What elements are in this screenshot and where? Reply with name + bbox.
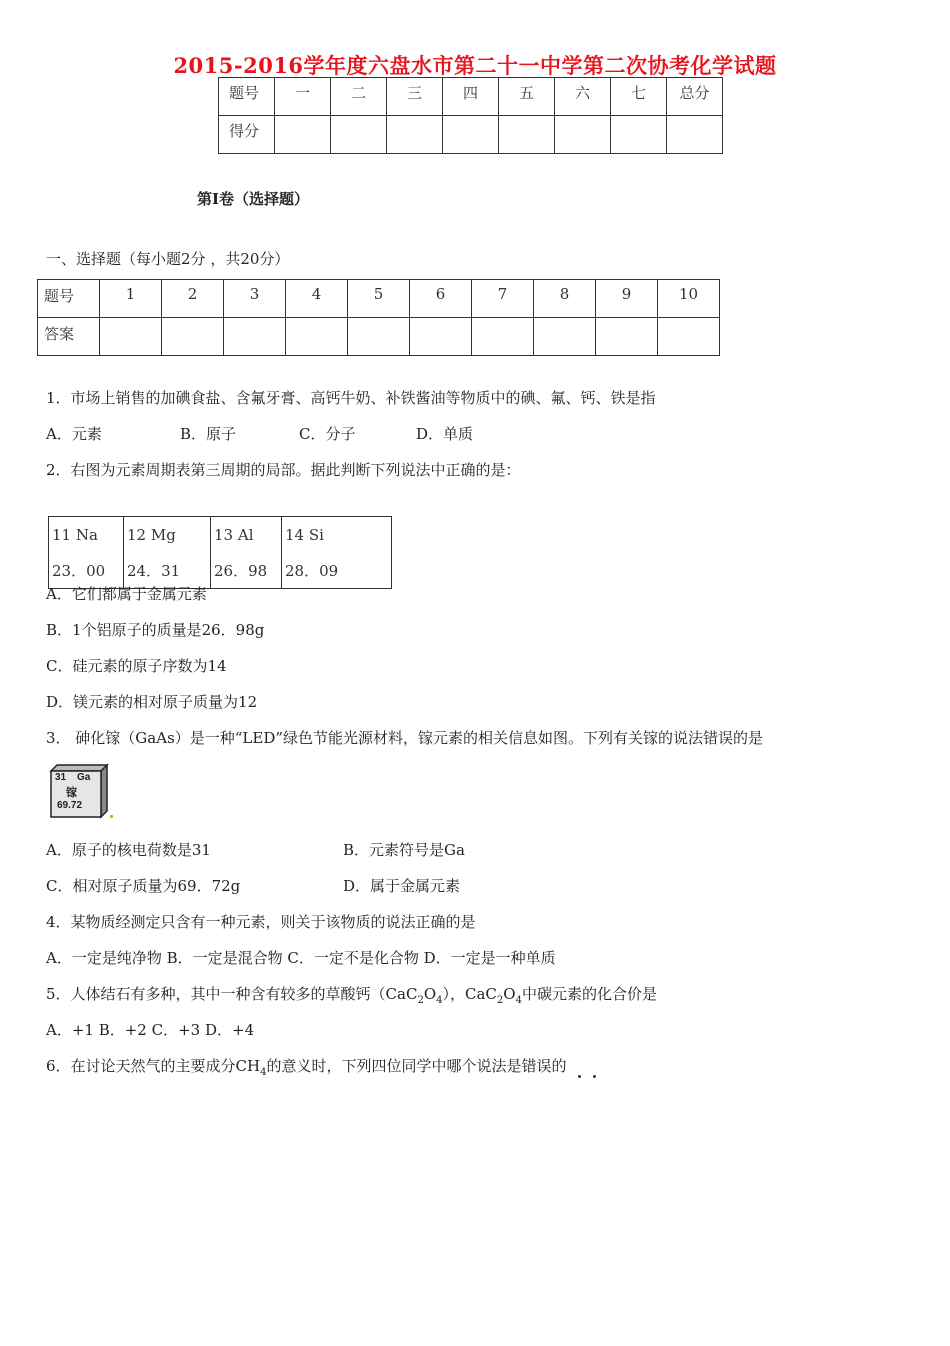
score-cell[interactable] — [387, 116, 443, 154]
q5-sub: 2 — [496, 995, 504, 1006]
answer-col: 9 — [596, 280, 658, 318]
element-number-symbol: 14 Si — [282, 517, 392, 553]
q6-stem-post: 的意义时，下列四位同学中哪个说法是错误的 — [266, 1057, 567, 1075]
score-cell[interactable] — [275, 116, 331, 154]
score-col: 五 — [499, 78, 555, 116]
element-mass: 23．00 — [49, 553, 124, 589]
q3-option-d: D．属于金属元素 — [343, 877, 461, 895]
answer-col: 2 — [162, 280, 224, 318]
gallium-element-card — [49, 763, 101, 815]
score-table-row — [219, 116, 723, 154]
q5-sub: 2 — [417, 995, 424, 1006]
q2-option-b: B．1个铝原子的质量是26．98g — [46, 621, 265, 639]
score-header-label: 题号 — [219, 78, 275, 116]
answer-cell[interactable] — [472, 318, 534, 356]
question-5-stem — [46, 983, 657, 1006]
answer-col: 5 — [348, 280, 410, 318]
q1-option-b: B．原子 — [180, 425, 237, 443]
answer-row-label: 答案 — [38, 318, 100, 356]
element-mass: 28．09 — [282, 553, 392, 589]
answer-table-header-row — [38, 280, 720, 318]
answer-cell[interactable] — [100, 318, 162, 356]
periodic-table-excerpt — [48, 516, 392, 589]
answer-col: 10 — [658, 280, 720, 318]
emphasis-dot — [578, 1075, 581, 1078]
answer-cell[interactable] — [596, 318, 658, 356]
score-cell[interactable] — [443, 116, 499, 154]
q2-option-d: D．镁元素的相对原子质量为12 — [46, 693, 258, 711]
element-mass: 26．98 — [211, 553, 282, 589]
question-2-stem: 2．右图为元素周期表第三周期的局部。据此判断下列说法中正确的是： — [46, 461, 521, 479]
q5-text: ），CaC — [442, 985, 497, 1003]
answer-col: 4 — [286, 280, 348, 318]
element-number-symbol: 12 Mg — [124, 517, 211, 553]
gallium-symbol: Ga — [77, 772, 91, 783]
question-4-stem: 4．某物质经测定只含有一种元素，则关于该物质的说法正确的是 — [46, 913, 476, 931]
score-col: 一 — [275, 78, 331, 116]
stray-mark — [110, 815, 113, 818]
answer-cell[interactable] — [348, 318, 410, 356]
section-title: 第Ⅰ卷（选择题） — [197, 190, 310, 208]
q5-options: A．+1 B．+2 C．+3 D．+4 — [46, 1021, 255, 1039]
score-cell[interactable] — [555, 116, 611, 154]
q1-option-d: D．单质 — [416, 425, 474, 443]
gallium-mass: 69.72 — [57, 800, 83, 811]
q5-stem-post: 中碳元素的化合价是 — [521, 985, 657, 1003]
answer-cell[interactable] — [224, 318, 286, 356]
element-mass: 24．31 — [124, 553, 211, 589]
q1-option-c: C．分子 — [299, 425, 356, 443]
emphasis-dot — [593, 1075, 596, 1078]
element-number-symbol: 11 Na — [49, 517, 124, 553]
q3-option-c: C．相对原子质量为69．72g — [46, 877, 241, 895]
score-col: 总分 — [667, 78, 723, 116]
answer-col: 7 — [472, 280, 534, 318]
part-one-heading: 一、选择题（每小题2分 ，共20分） — [46, 250, 290, 268]
answer-cell[interactable] — [658, 318, 720, 356]
score-col: 七 — [611, 78, 667, 116]
score-cell[interactable] — [499, 116, 555, 154]
score-col: 二 — [331, 78, 387, 116]
score-row-label: 得分 — [219, 116, 275, 154]
answer-header-label: 题号 — [38, 280, 100, 318]
question-1-stem: 1．市场上销售的加碘食盐、含氟牙膏、高钙牛奶、补铁酱油等物质中的碘、氟、钙、铁是指 — [46, 389, 656, 407]
q6-stem-pre: 6．在讨论天然气的主要成分CH — [46, 1057, 261, 1075]
q3-option-a: A．原子的核电荷数是31 — [46, 841, 211, 859]
score-table-header-row — [219, 78, 723, 116]
answer-cell[interactable] — [534, 318, 596, 356]
question-3-stem: 3． 砷化镓（GaAs）是一种“LED”绿色节能光源材料，镓元素的相关信息如图。下列有关镓的说法错误的是 — [46, 729, 764, 747]
score-col: 三 — [387, 78, 443, 116]
answer-col: 8 — [534, 280, 596, 318]
answer-col: 6 — [410, 280, 472, 318]
q5-sub: 4 — [515, 995, 522, 1006]
question-6-stem — [46, 1055, 567, 1078]
score-cell[interactable] — [611, 116, 667, 154]
score-col: 四 — [443, 78, 499, 116]
q2-option-a: A．它们都属于金属元素 — [46, 585, 207, 603]
answer-table — [37, 279, 720, 356]
gallium-name: 镓 — [66, 786, 77, 799]
gallium-number: 31 — [55, 772, 67, 783]
periodic-row-symbols — [49, 517, 392, 553]
q3-option-b: B．元素符号是Ga — [343, 841, 465, 859]
q1-option-a: A．元素 — [46, 425, 102, 443]
exam-title: 2015-2016学年度六盘水市第二十一中学第二次协考化学试题 — [173, 53, 777, 78]
score-cell[interactable] — [331, 116, 387, 154]
q6-sub: 4 — [260, 1067, 267, 1078]
score-col: 六 — [555, 78, 611, 116]
q5-text: O — [423, 985, 437, 1003]
answer-table-row — [38, 318, 720, 356]
answer-col: 1 — [100, 280, 162, 318]
element-number-symbol: 13 Al — [211, 517, 282, 553]
answer-cell[interactable] — [410, 318, 472, 356]
q5-text: O — [503, 985, 516, 1003]
score-table — [218, 77, 723, 154]
q5-stem-pre: 5．人体结石有多种，其中一种含有较多的草酸钙（CaC — [46, 985, 418, 1003]
answer-col: 3 — [224, 280, 286, 318]
score-cell[interactable] — [667, 116, 723, 154]
q5-sub: 4 — [436, 995, 443, 1006]
q2-option-c: C．硅元素的原子序数为14 — [46, 657, 227, 675]
q4-options: A．一定是纯净物 B．一定是混合物 C．一定不是化合物 D．一定是一种单质 — [46, 949, 556, 967]
answer-cell[interactable] — [286, 318, 348, 356]
answer-cell[interactable] — [162, 318, 224, 356]
